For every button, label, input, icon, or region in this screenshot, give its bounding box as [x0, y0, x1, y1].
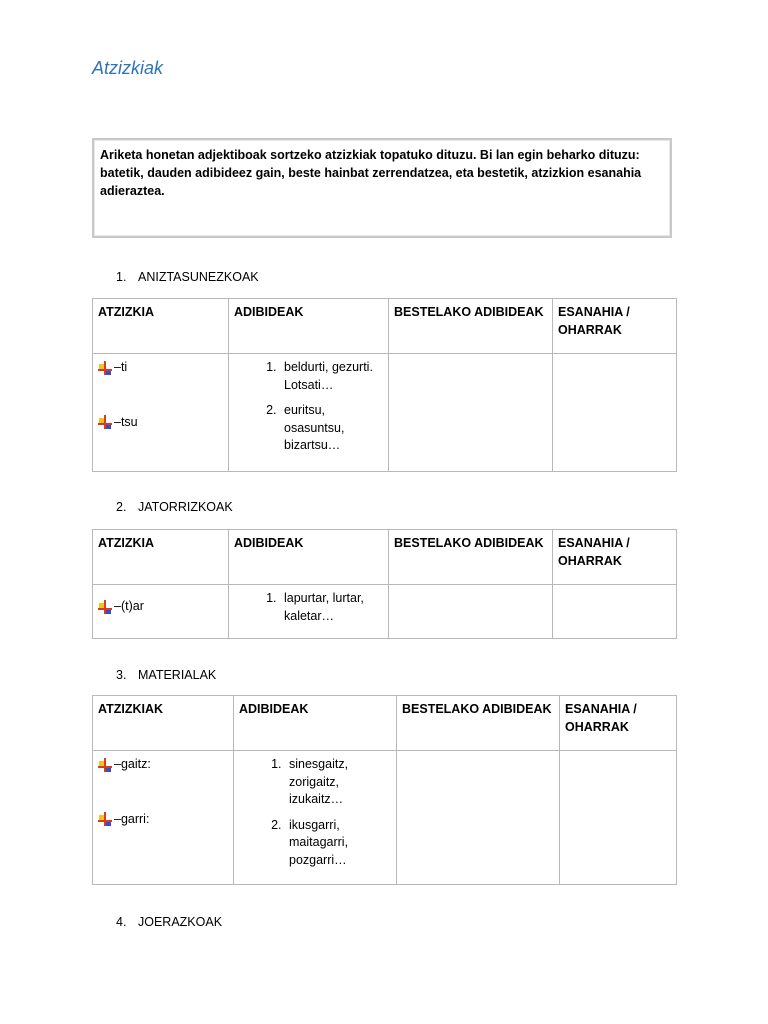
section-heading-3	[116, 668, 216, 682]
column-header-examples: ADIBIDEAK	[229, 299, 389, 354]
other-examples-cell[interactable]	[389, 354, 553, 472]
meaning-notes-cell[interactable]	[560, 751, 677, 885]
colored-cross-bullet-icon	[98, 758, 112, 772]
section-title: MATERIALAK	[138, 668, 217, 682]
colored-cross-bullet-icon	[98, 600, 112, 614]
suffix-item	[98, 359, 223, 377]
examples-cell	[229, 354, 389, 472]
column-header-suffix: ATZIZKIA	[93, 530, 229, 585]
list-item: 1. sinesgaitz, zorigaitz, izukaitz…	[285, 756, 391, 809]
other-examples-cell[interactable]	[389, 585, 553, 639]
section-title: ANIZTASUNEZKOAK	[138, 270, 259, 284]
colored-cross-bullet-icon	[98, 415, 112, 429]
suffix-table-2	[92, 529, 677, 639]
suffix-cell	[93, 751, 234, 885]
section-heading-1	[116, 270, 259, 284]
column-header-examples: ADIBIDEAK	[234, 696, 397, 751]
table-row	[93, 585, 677, 639]
table-header-row	[93, 530, 677, 585]
suffix-cell	[93, 354, 229, 472]
column-header-suffix: ATZIZKIA	[93, 299, 229, 354]
suffix-text: –(t)ar	[114, 599, 144, 613]
suffix-text: –tsu	[114, 414, 138, 429]
instructions-box: Ariketa honetan adjektiboak sortzeko atzizkiak topatuko dituzu. Bi lan egin beharko dituzu: batetik, dauden adibideez gain, beste hainbat zerrendatzea, eta bestetik, atzizkion esanahia adieraztea.	[92, 138, 672, 238]
suffix-table-3	[92, 695, 677, 885]
examples-list	[234, 590, 383, 625]
section-number: 1.	[116, 270, 127, 284]
section-title: JATORRIZKOAK	[138, 500, 233, 514]
list-item: 2. euritsu, osasuntsu, bizartsu…	[280, 402, 383, 455]
examples-cell	[229, 585, 389, 639]
section-number: 2.	[116, 500, 127, 514]
colored-cross-bullet-icon	[98, 361, 112, 375]
examples-list	[234, 359, 383, 455]
list-item: 2. ikusgarri, maitagarri, pozgarri…	[285, 817, 391, 870]
list-item: 1. beldurti, gezurti. Lotsati…	[280, 359, 383, 394]
column-header-meaning-notes: ESANAHIA / OHARRAK	[560, 696, 677, 751]
suffix-item	[98, 756, 228, 774]
column-header-meaning-notes: ESANAHIA / OHARRAK	[553, 530, 677, 585]
other-examples-cell[interactable]	[397, 751, 560, 885]
column-header-other-examples: BESTELAKO ADIBIDEAK	[389, 530, 553, 585]
section-number: 3.	[116, 668, 127, 682]
examples-cell	[234, 751, 397, 885]
section-heading-2	[116, 500, 233, 514]
suffix-item	[98, 811, 228, 829]
meaning-notes-cell[interactable]	[553, 585, 677, 639]
list-item: 1. lapurtar, lurtar, kaletar…	[280, 590, 383, 625]
column-header-other-examples: BESTELAKO ADIBIDEAK	[389, 299, 553, 354]
suffix-item	[98, 414, 223, 432]
meaning-notes-cell[interactable]	[553, 354, 677, 472]
table-row	[93, 751, 677, 885]
page-title: Atzizkiak	[92, 58, 164, 78]
table-header-row	[93, 299, 677, 354]
table-header-row	[93, 696, 677, 751]
section-title: JOERAZKOAK	[138, 915, 223, 929]
column-header-suffix: ATZIZKIAK	[93, 696, 234, 751]
colored-cross-bullet-icon	[98, 812, 112, 826]
suffix-text: –ti	[114, 360, 128, 374]
examples-list	[239, 756, 391, 869]
suffix-item	[98, 598, 223, 616]
suffix-text: –gaitz:	[114, 757, 151, 771]
table-row	[93, 354, 677, 472]
section-number: 4.	[116, 915, 127, 929]
suffix-cell	[93, 585, 229, 639]
column-header-examples: ADIBIDEAK	[229, 530, 389, 585]
suffix-table-1	[92, 298, 677, 472]
column-header-other-examples: BESTELAKO ADIBIDEAK	[397, 696, 560, 751]
suffix-text: –garri:	[114, 811, 150, 826]
section-heading-4	[116, 915, 222, 929]
column-header-meaning-notes: ESANAHIA / OHARRAK	[553, 299, 677, 354]
